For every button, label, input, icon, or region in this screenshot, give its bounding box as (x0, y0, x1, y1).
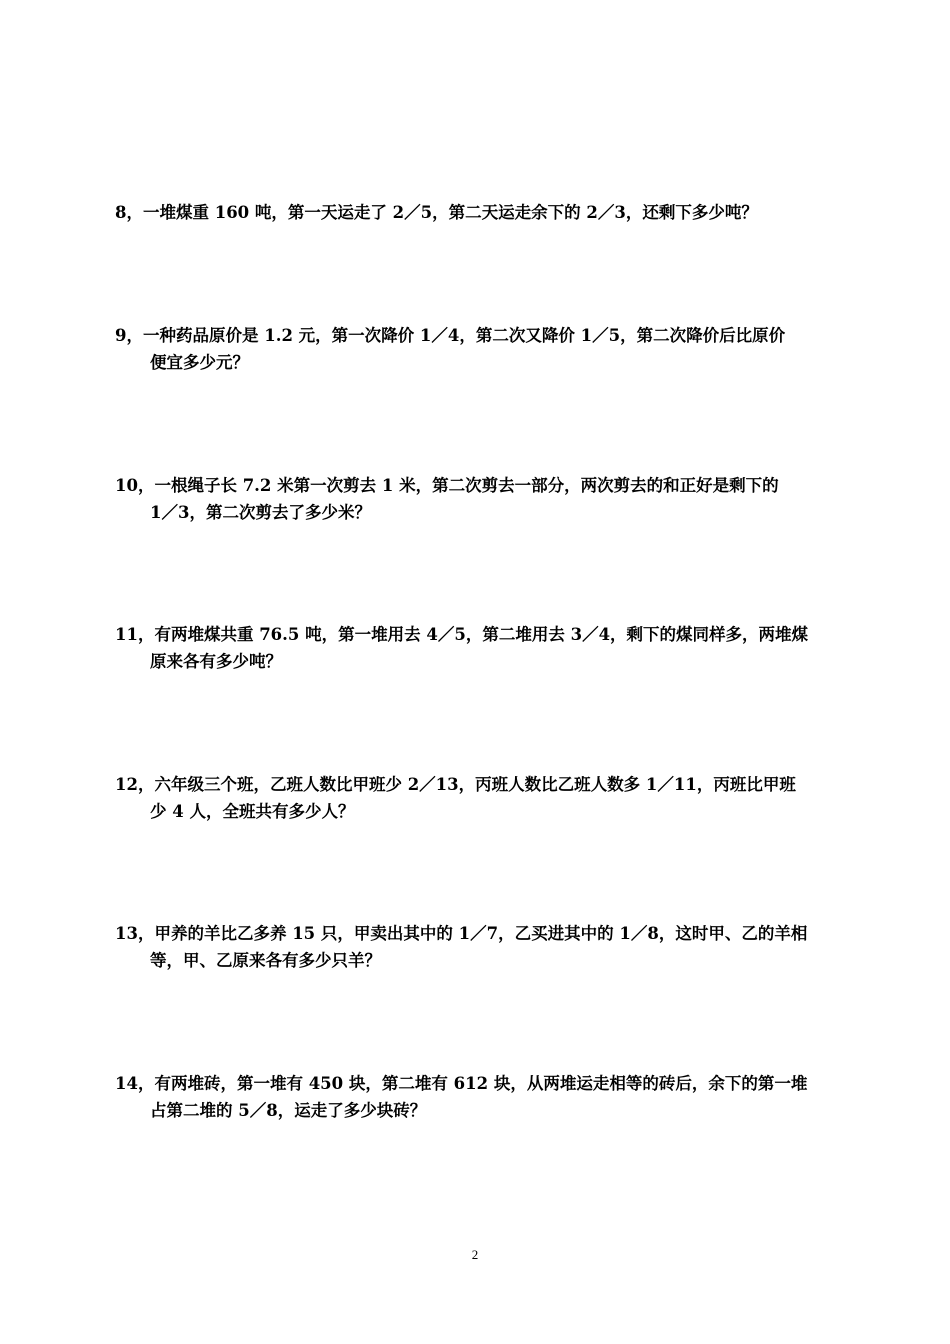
problem-12-line-1: 12，六年级三个班，乙班人数比甲班少 2／13，丙班人数比乙班人数多 1／11，丙班比甲班 (115, 775, 796, 794)
problem-11-line-1: 11，有两堆煤共重 76.5 吨，第一堆用去 4／5，第二堆用去 3／4，剩下的煤同样多，两堆煤 (115, 625, 809, 644)
problem-8 (115, 199, 840, 226)
problem-10-line-2: 1／3，第二次剪去了多少米？ (150, 503, 371, 522)
problem-9-line-1: 9，一种药品原价是 1.2 元，第一次降价 1／4，第二次又降价 1／5，第二次降价后比原价 (115, 326, 786, 345)
problem-9 (115, 322, 840, 376)
problem-14-line-1: 14，有两堆砖，第一堆有 450 块，第二堆有 612 块，从两堆运走相等的砖后，余下的第一堆 (115, 1074, 808, 1093)
problem-13-line-2: 等，甲、乙原来各有多少只羊？ (150, 951, 381, 970)
problem-12 (115, 771, 840, 825)
problem-10 (115, 472, 840, 526)
problem-14-line-2: 占第二堆的 5／8，运走了多少块砖？ (150, 1101, 427, 1120)
problem-13-line-1: 13，甲养的羊比乙多养 15 只，甲卖出其中的 1／7，乙买进其中的 1／8，这时甲、乙的羊相 (115, 924, 808, 943)
problem-10-line-1: 10，一根绳子长 7.2 米第一次剪去 1 米，第二次剪去一部分，两次剪去的和正好是剩下的 (115, 476, 779, 495)
page-number: 2 (471, 1247, 479, 1262)
problem-13 (115, 920, 840, 974)
problem-9-line-2: 便宜多少元？ (150, 353, 249, 372)
problem-11 (115, 621, 840, 675)
problem-11-line-2: 原来各有多少吨？ (150, 652, 282, 671)
problem-8-line-1: 8，一堆煤重 160 吨，第一天运走了 2／5，第二天运走余下的 2／3，还剩下多少吨？ (115, 203, 758, 222)
problem-12-line-2: 少 4 人，全班共有多少人？ (150, 802, 355, 821)
problem-14 (115, 1070, 840, 1124)
